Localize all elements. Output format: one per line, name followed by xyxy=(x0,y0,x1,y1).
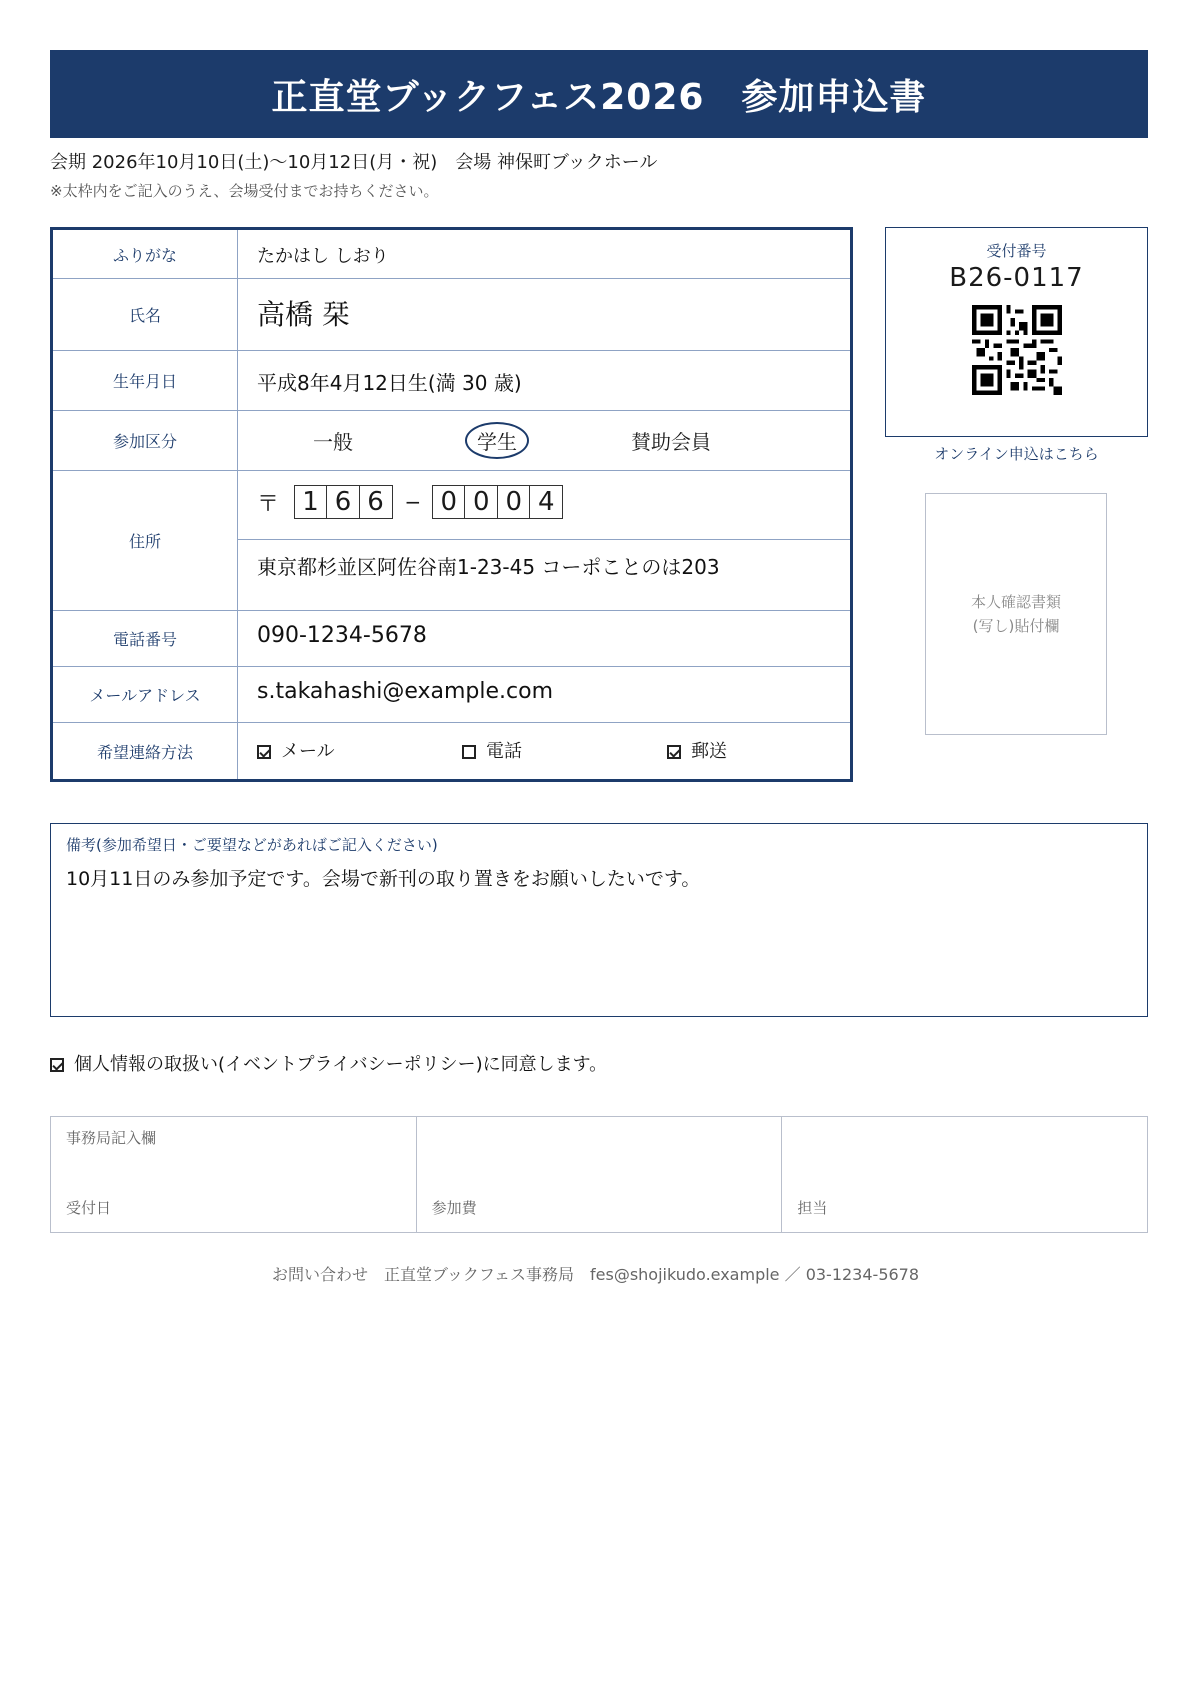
address-row xyxy=(53,470,850,610)
receipt-number: B26-0117 xyxy=(949,263,1084,293)
contact-footer: お問い合わせ 正直堂ブックフェス事務局 fes@shojikudo.example ／ 03-1234-5678 xyxy=(271,1265,920,1284)
phone-row xyxy=(53,610,850,666)
category-option-supporter[interactable] xyxy=(631,411,711,470)
postal-dash: − xyxy=(404,490,422,514)
furigana-field[interactable]: たかはし しおり xyxy=(257,246,389,267)
consent-checkbox[interactable] xyxy=(50,1050,607,1076)
furigana-label: ふりがな xyxy=(53,230,238,278)
category-option-label: 賛助会員 xyxy=(631,430,711,454)
notes-field[interactable]: 10月11日のみ参加予定です。会場で新刊の取り置きをお願いしたいです。 xyxy=(66,868,701,890)
event-info: 会期 2026年10月10日(土)〜10月12日(月・祝) 会場 神保町ブックホール xyxy=(50,152,658,173)
postal-code-field[interactable] xyxy=(257,485,563,519)
receipt-box xyxy=(885,227,1148,437)
contact-option-label: 郵送 xyxy=(691,741,727,762)
name-field[interactable]: 高橋 栞 xyxy=(257,298,350,331)
checkbox-icon xyxy=(667,745,681,759)
email-field[interactable]: s.takahashi@example.com xyxy=(257,679,554,704)
postal-digit: 1 xyxy=(294,485,328,519)
consent-label: 個人情報の取扱い(イベントプライバシーポリシー)に同意します。 xyxy=(74,1054,608,1075)
contact-label: 希望連絡方法 xyxy=(53,723,238,779)
checkbox-icon xyxy=(462,745,476,759)
online-application-link[interactable]: オンライン申込はこちら xyxy=(934,445,1099,463)
office-use-section xyxy=(50,1116,1148,1233)
category-label: 参加区分 xyxy=(53,411,238,470)
furigana-row xyxy=(53,230,850,278)
contact-option-phone[interactable] xyxy=(462,737,522,763)
birthdate-row xyxy=(53,350,850,410)
office-field-label: 受付日 xyxy=(66,1199,112,1217)
phone-label: 電話番号 xyxy=(53,611,238,666)
phone-field[interactable]: 090-1234-5678 xyxy=(257,623,427,648)
page-title: 正直堂ブックフェス2026 参加申込書 xyxy=(50,50,1148,138)
checkbox-icon xyxy=(50,1058,64,1072)
contact-option-post[interactable] xyxy=(667,737,727,763)
category-row xyxy=(53,410,850,470)
id-box-sublabel: (写し)貼付欄 xyxy=(972,617,1060,635)
contact-option-mail[interactable] xyxy=(257,737,335,763)
email-label: メールアドレス xyxy=(53,667,238,722)
address-label: 住所 xyxy=(53,471,238,610)
notes-box xyxy=(50,823,1148,1017)
category-option-label: 学生 xyxy=(465,422,529,459)
postal-digit: 6 xyxy=(326,485,360,519)
checkbox-icon xyxy=(257,745,271,759)
contact-option-label: メール xyxy=(281,741,335,762)
birthdate-field[interactable]: 平成8年4月12日生(満 30 歳) xyxy=(257,371,522,395)
email-row xyxy=(53,666,850,722)
qr-code-icon[interactable] xyxy=(972,305,1062,395)
postal-digit: 4 xyxy=(529,485,563,519)
category-option-general[interactable] xyxy=(313,411,353,470)
postal-mark: 〒 xyxy=(257,491,280,517)
category-option-student[interactable] xyxy=(465,411,529,470)
id-box-label: 本人確認書類 xyxy=(970,593,1061,611)
application-form xyxy=(50,227,853,782)
postal-digit: 0 xyxy=(432,485,466,519)
office-cell-staff xyxy=(781,1117,1147,1232)
postal-digit: 0 xyxy=(464,485,498,519)
office-cell-fee xyxy=(416,1117,782,1232)
contact-option-label: 電話 xyxy=(486,741,522,762)
birthdate-label: 生年月日 xyxy=(53,351,238,410)
notes-label: 備考(参加希望日・ご要望などがあればご記入ください) xyxy=(66,836,438,854)
postal-digit: 0 xyxy=(497,485,531,519)
postal-digit: 6 xyxy=(359,485,393,519)
office-field-label: 参加費 xyxy=(431,1199,477,1217)
office-field-label: 担当 xyxy=(797,1199,828,1217)
address-divider xyxy=(237,539,850,540)
id-document-box xyxy=(925,493,1107,735)
receipt-label: 受付番号 xyxy=(986,242,1047,260)
instruction-note: ※太枠内をご記入のうえ、会場受付までお持ちください。 xyxy=(50,182,439,200)
contact-row xyxy=(53,722,850,779)
category-option-label: 一般 xyxy=(313,430,353,454)
name-label: 氏名 xyxy=(53,279,238,350)
address-field[interactable]: 東京都杉並区阿佐谷南1-23-45 コーポことのは203 xyxy=(257,555,720,579)
name-row xyxy=(53,278,850,350)
office-header: 事務局記入欄 xyxy=(66,1129,157,1147)
office-cell-received-date xyxy=(51,1117,416,1232)
